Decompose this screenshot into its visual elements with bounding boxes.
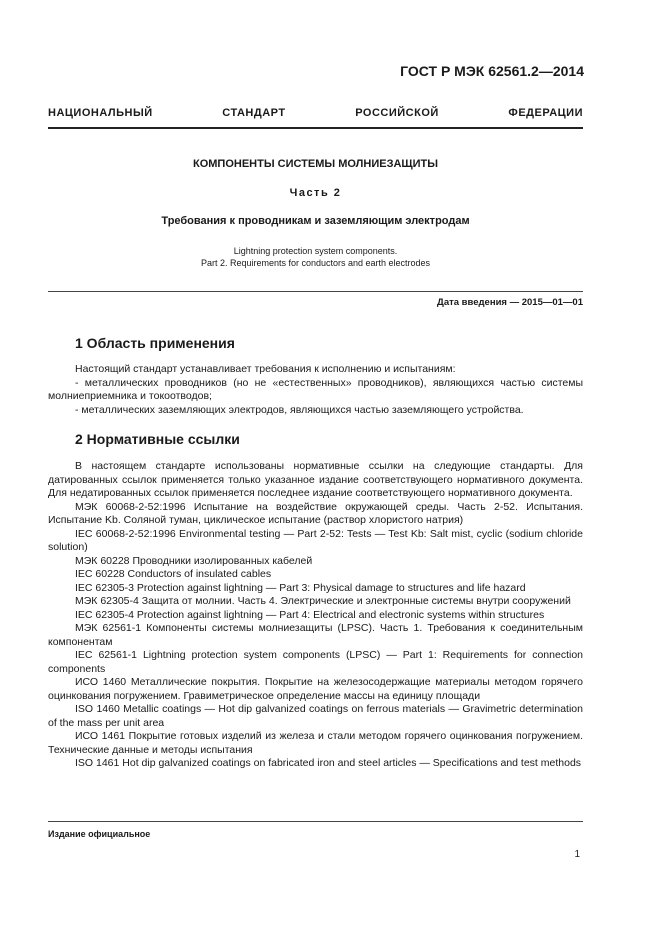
reference-entry: МЭК 60068-2-52:1996 Испытание на воздействие окружающей среды. Часть 2-52. Испытания. Испытание Kb. Соляной туман, циклическое испытание (раствор хлористого натрия) (48, 500, 583, 526)
section-2-body (48, 460, 583, 771)
list-item: - металлических заземляющих электродов, являющихся частью заземляющего устройства. (75, 403, 524, 416)
reference-entry: IEC 62561-1 Lightning protection system components (LPSC) — Part 1: Requirements for connection components (48, 649, 583, 675)
reference-entry: IEC 62305-4 Protection against lightning — Part 4: Electrical and electronic systems within structures (75, 608, 545, 621)
reference-entry: ИСО 1461 Покрытие готовых изделий из железа и стали методом горячего оцинкования погружением. Технические данные и методы испытания (48, 730, 583, 756)
reference-entry: МЭК 62305-4 Защита от молнии. Часть 4. Электрические и электронные системы внутри сооружений (75, 595, 571, 607)
section-1-heading: 1 Область применения (75, 335, 235, 351)
national-standard-banner: НАЦИОНАЛЬНЫЙ СТАНДАРТ РОССИЙСКОЙ ФЕДЕРАЦИИ (48, 107, 583, 119)
paragraph: Настоящий стандарт устанавливает требования к исполнению и испытаниям: (75, 363, 456, 375)
section-2-heading: 2 Нормативные ссылки (75, 431, 240, 447)
reference-entry: IEC 62305-3 Protection against lightning — Part 3: Physical damage to structures and life hazard (75, 581, 526, 594)
reference-entry: IEC 60228 Conductors of insulated cables (75, 568, 272, 580)
reference-entry: ISO 1460 Metallic coatings — Hot dip galvanized coatings on ferrous materials — Gravimetric determination of the mass per unit area (48, 703, 583, 729)
paragraph: В настоящем стандарте использованы нормативные ссылки на следующие стандарты. Для датированных ссылок применяется только указанное издание соответствующего нормативного документа. Для недатированных ссылок применяется последнее издание соответствующего нормативного документа. (48, 460, 583, 499)
introduction-date: Дата введения — 2015—01—01 (437, 297, 583, 308)
edition-note: Издание официальное (48, 829, 151, 839)
page-number: 1 (574, 849, 580, 860)
reference-entry: ISO 1461 Hot dip galvanized coatings on fabricated iron and steel articles — Specifications and test methods (75, 757, 582, 769)
list-item: - металлических проводников (но не «естественных» проводников), являющихся частью системы молниеприемника и токоотводов; (48, 376, 583, 402)
standard-subtitle: Требования к проводникам и заземляющим электродам (161, 215, 470, 227)
english-title-line1: Lightning protection system components. (233, 246, 398, 256)
header-divider (48, 127, 583, 129)
reference-entry: ИСО 1460 Металлические покрытия. Покрытие на железосодержащие материалы методом горячего оцинкования погружением. Гравиметрическое определение массы на единицу площади (48, 676, 583, 702)
footer-divider (48, 821, 583, 822)
reference-entry: МЭК 62561-1 Компоненты системы молниезащиты (LPSC). Часть 1. Требования к соединительным компонентам (48, 622, 583, 648)
document-code: ГОСТ Р МЭК 62561.2—2014 (400, 63, 584, 79)
title-divider (48, 291, 583, 292)
english-title-line2: Part 2. Requirements for conductors and earth electrodes (200, 258, 431, 268)
part-label: Часть 2 (289, 187, 342, 199)
reference-entry: IEC 60068-2-52:1996 Environmental testing — Part 2-52: Tests — Test Kb: Salt mist, cyclic (sodium chloride solution) (48, 527, 583, 553)
reference-entry: МЭК 60228 Проводники изолированных кабелей (75, 554, 313, 567)
section-1-body (48, 363, 583, 417)
standard-title: КОМПОНЕНТЫ СИСТЕМЫ МОЛНИЕЗАЩИТЫ (192, 158, 439, 170)
